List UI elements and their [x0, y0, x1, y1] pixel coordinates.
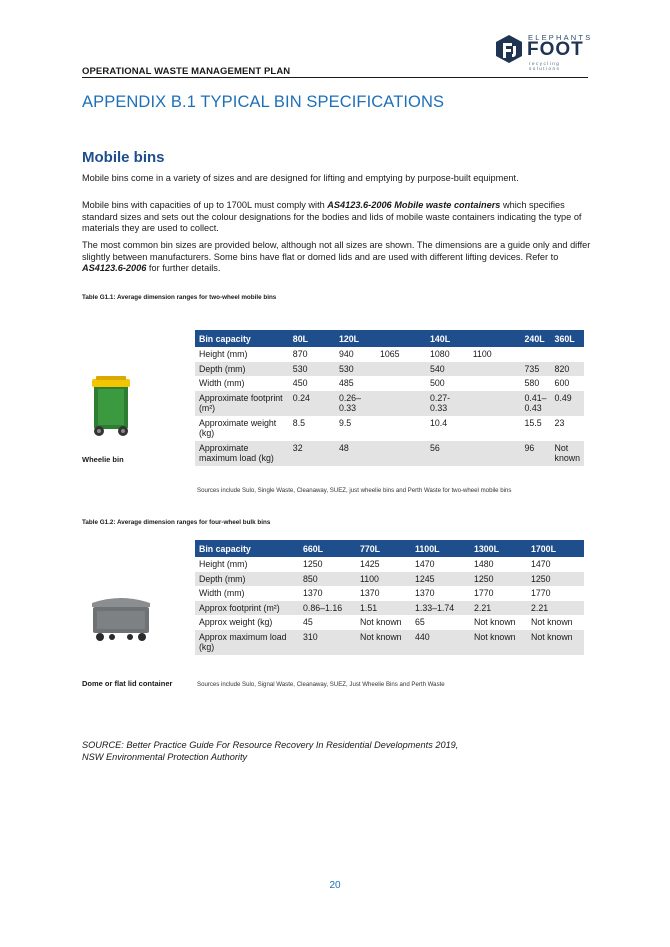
- table-cell: 1425: [360, 559, 380, 569]
- row-label: Approximate footprint (m²): [195, 391, 289, 416]
- table-cell: [469, 391, 521, 416]
- table-cell: Not known: [527, 630, 584, 655]
- logo-main-text: FOOT: [527, 39, 584, 60]
- table-cell: 1245: [411, 572, 470, 587]
- table-row: [195, 586, 584, 601]
- table-row: [195, 362, 584, 377]
- table2-caption: Table G1.2: Average dimension ranges for four-wheel bulk bins: [82, 519, 271, 526]
- table-cell: 32: [289, 441, 335, 466]
- wheelie-bin-label: Wheelie bin: [82, 455, 124, 464]
- table-cell: 0.41–0.43: [521, 391, 551, 416]
- table-cell: [469, 376, 521, 391]
- table-cell: 15.5: [524, 417, 542, 428]
- table-cell: 1100: [472, 349, 492, 359]
- table-cell: 1250: [527, 572, 584, 587]
- table-cell: 0.26–0.33: [335, 391, 376, 416]
- table-cell: 540: [426, 362, 469, 377]
- table-cell: 0.49: [551, 391, 584, 416]
- table-cell: 1370: [415, 588, 435, 598]
- column-header: 240L: [521, 330, 551, 347]
- column-header: 1300L: [470, 540, 527, 557]
- row-label: Depth (mm): [195, 362, 289, 377]
- column-header: 120L: [335, 330, 376, 347]
- table-cell: 10.4: [430, 417, 448, 428]
- table-cell: 0.86–1.16: [299, 601, 356, 616]
- table-cell: 530: [335, 362, 376, 377]
- table-cell: Not known: [360, 617, 402, 627]
- table-cell: 850: [299, 572, 356, 587]
- table-cell: 1770: [474, 588, 494, 598]
- table-cell: 23: [554, 417, 565, 428]
- table-cell: 500: [430, 378, 445, 388]
- page-number: 20: [329, 880, 341, 891]
- table-cell: [376, 441, 426, 466]
- table-row: [195, 441, 584, 466]
- row-label: Approx footprint (m²): [195, 601, 299, 616]
- table1-sources: Sources include Sulo, Single Waste, Cleanaway, SUEZ, just wheelie bins and Perth Waste for two-wheel mobile bins: [197, 487, 512, 494]
- table-row: [195, 416, 584, 441]
- table-cell: 65: [415, 617, 425, 627]
- table-cell: 0.27-0.33: [426, 391, 469, 416]
- table-header-row: [195, 540, 584, 557]
- table-cell: 1480: [474, 559, 494, 569]
- column-header: Bin capacity: [195, 540, 299, 557]
- table1-caption: Table G1.1: Average dimension ranges for two-wheel mobile bins: [82, 294, 277, 301]
- document-header-title: OPERATIONAL WASTE MANAGEMENT PLAN: [82, 66, 291, 77]
- table-cell: 820: [551, 362, 584, 377]
- table-cell: 1470: [415, 559, 435, 569]
- table-cell: 1.51: [356, 601, 411, 616]
- table-cell: [521, 347, 551, 362]
- table-row: [195, 630, 584, 655]
- column-header: 660L: [299, 540, 356, 557]
- table-cell: [551, 347, 584, 362]
- table-row: [195, 601, 584, 616]
- table-cell: 1370: [303, 588, 323, 598]
- table-cell: 1080: [430, 349, 450, 359]
- table-cell: 580: [524, 378, 540, 388]
- table-cell: Not known: [470, 630, 527, 655]
- table-row: [195, 615, 584, 630]
- table-cell: 8.5: [292, 417, 306, 428]
- table-cell: [376, 362, 426, 377]
- table-cell: [469, 441, 521, 466]
- table-cell: 735: [521, 362, 551, 377]
- table2-sources: Sources include Sulo, Signal Waste, Cleanaway, SUEZ, Just Wheelie Bins and Perth Waste: [197, 681, 445, 688]
- wheelie-bin-icon: [90, 375, 132, 437]
- source-note: [82, 740, 458, 763]
- row-label: Width (mm): [199, 378, 245, 388]
- elephant-logo-icon: [494, 34, 524, 64]
- standard-reference: AS4123.6-2006: [82, 263, 147, 274]
- table-cell: 48: [335, 441, 376, 466]
- table-cell: [376, 376, 426, 391]
- column-header: 770L: [356, 540, 411, 557]
- table-cell: 0.24: [289, 391, 335, 416]
- appendix-title: APPENDIX B.1 TYPICAL BIN SPECIFICATIONS: [82, 93, 445, 111]
- table-cell: 1370: [360, 588, 380, 598]
- table-cell: 96: [521, 441, 551, 466]
- table-cell: 600: [554, 378, 570, 388]
- table-cell: [376, 391, 426, 416]
- table-cell: Not known: [531, 617, 573, 627]
- table-header-row: [195, 330, 584, 347]
- table-cell: [469, 362, 521, 377]
- bulk-bin-label: Dome or flat lid container: [82, 679, 173, 688]
- source-note-line: SOURCE: Better Practice Guide For Resource Recovery In Residential Developments 2019,: [82, 740, 459, 750]
- row-label: Approx maximum load (kg): [195, 630, 299, 655]
- table-cell: 1250: [303, 559, 323, 569]
- logo-top-text: ELEPHANTS: [528, 33, 593, 42]
- table-cell: 530: [289, 362, 335, 377]
- sizes-paragraph: The most common bin sizes are provided below, although not all sizes are shown. The dimensions are a guide only and differ slightly between manufacturers. Some bins have flat or domed lids and are used with different lifting devices. Refer to AS4123.6-2006 for further details.: [82, 240, 591, 274]
- section-title: Mobile bins: [82, 149, 165, 166]
- table-cell: 2.21: [527, 601, 584, 616]
- column-header: 1700L: [527, 540, 584, 557]
- column-header: 80L: [289, 330, 335, 347]
- table-row: [195, 391, 584, 416]
- column-header: 140L: [426, 330, 469, 347]
- table-cell: 9.5: [338, 417, 352, 428]
- table-row: [195, 376, 584, 391]
- column-header: Bin capacity: [195, 330, 289, 347]
- column-header: 360L: [551, 330, 584, 347]
- row-label: Depth (mm): [195, 572, 299, 587]
- table-cell: 1250: [470, 572, 527, 587]
- table-row: [195, 572, 584, 587]
- two-wheel-bin-table: [195, 330, 584, 466]
- standard-paragraph: Mobile bins with capacities of up to 1700L must comply with AS4123.6-2006 Mobile waste containers which specifies standard sizes and sets out the colour designations for the bodies and lids of mobile waste containers indicating the type of materials they are used to collect.: [82, 200, 582, 234]
- column-header: [376, 330, 426, 347]
- table-cell: 1.33–1.74: [411, 601, 470, 616]
- row-label: Approximate weight (kg): [199, 417, 277, 438]
- table-cell: 1065: [379, 349, 400, 359]
- table-cell: 2.21: [470, 601, 527, 616]
- row-label: Approx weight (kg): [199, 617, 273, 627]
- table-cell: Not known: [356, 630, 411, 655]
- logo-sub-text: recycling solutions: [529, 61, 561, 71]
- four-wheel-bin-table: [195, 540, 584, 655]
- company-logo: [494, 32, 594, 74]
- row-label: Height (mm): [199, 559, 248, 569]
- table-cell: 56: [426, 441, 469, 466]
- table-cell: 485: [338, 378, 354, 388]
- table-cell: 870: [292, 349, 308, 359]
- table-cell: 1770: [531, 588, 551, 598]
- column-header: 1100L: [411, 540, 470, 557]
- table-cell: 440: [411, 630, 470, 655]
- table-cell: 1470: [531, 559, 551, 569]
- table-cell: Not known: [551, 441, 584, 466]
- row-label: Approximate maximum load (kg): [195, 441, 289, 466]
- row-label: Height (mm): [199, 349, 248, 359]
- table-cell: [469, 416, 521, 441]
- table-cell: 310: [299, 630, 356, 655]
- table-cell: 940: [338, 349, 354, 359]
- table-cell: [376, 416, 426, 441]
- column-header: [469, 330, 521, 347]
- standard-reference: AS4123.6-2006 Mobile waste containers: [327, 200, 501, 210]
- intro-paragraph: Mobile bins come in a variety of sizes and are designed for lifting and emptying by purpose-built equipment.: [82, 173, 519, 183]
- table-cell: 450: [292, 378, 308, 388]
- bulk-bin-icon: [88, 593, 154, 643]
- table-row: [195, 557, 584, 572]
- table-row: [195, 347, 584, 362]
- source-note-line: NSW Environmental Protection Authority: [82, 751, 248, 762]
- table-cell: Not known: [474, 617, 516, 627]
- table-cell: 45: [303, 617, 313, 627]
- row-label: Width (mm): [199, 588, 245, 598]
- header-divider: [82, 77, 588, 78]
- table-cell: 1100: [356, 572, 411, 587]
